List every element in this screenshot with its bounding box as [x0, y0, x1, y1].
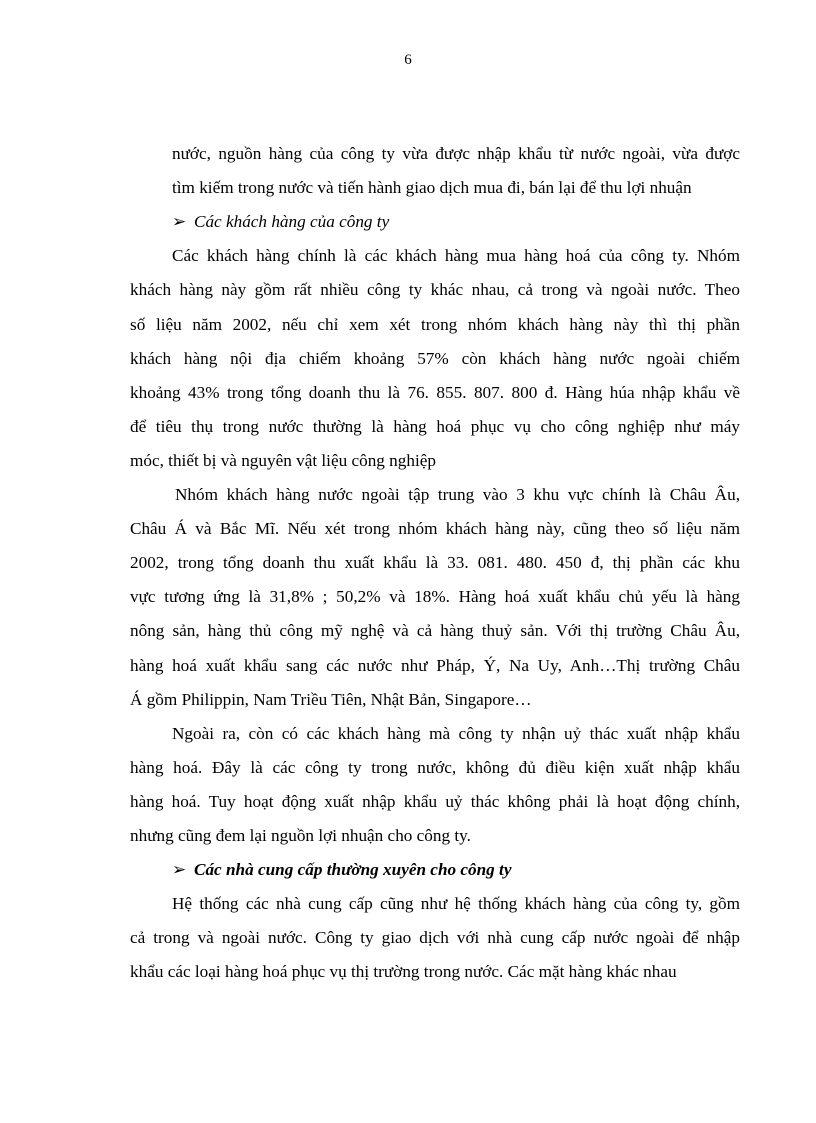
text-line: khách hàng nội địa chiếm khoảng 57% còn khách hàng nước ngoài chiếm: [130, 348, 740, 368]
text-line: vực tương ứng là 31,8% ; 50,2% và 18%. Hàng hoá xuất khẩu chủ yếu là hàng: [130, 587, 740, 607]
section-heading: [172, 205, 389, 239]
section-heading-text: Các nhà cung cấp thường xuyên cho công ty: [194, 860, 512, 880]
text-line: hàng hoá. Tuy hoạt động xuất nhập khẩu uỷ thác không phải là hoạt động chính,: [130, 791, 740, 811]
text-line: Ngoài ra, còn có các khách hàng mà công ty nhận uỷ thác xuất nhập khẩu: [172, 723, 740, 743]
text-line: tìm kiếm trong nước và tiến hành giao dịch mua đi, bán lại để thu lợi nhuận: [172, 178, 692, 198]
text-line: để tiêu thụ trong nước thường là hàng hoá phục vụ cho công nghiệp như máy: [130, 416, 740, 436]
page-number: 6: [404, 52, 412, 68]
text-line: nhưng cũng đem lại nguồn lợi nhuận cho công ty.: [130, 826, 471, 845]
text-line: khẩu các loại hàng hoá phục vụ thị trường trong nước. Các mặt hàng khác nhau: [130, 962, 677, 982]
text-line: Hệ thống các nhà cung cấp cũng như hệ thống khách hàng của công ty, gồm: [172, 894, 740, 914]
section-heading-text: Các khách hàng của công ty: [194, 212, 390, 232]
arrow-bullet-icon: ➢: [172, 212, 187, 232]
text-line: cả trong và ngoài nước. Công ty giao dịch với nhà cung cấp nước ngoài để nhập: [130, 928, 740, 948]
text-line: khách hàng này gồm rất nhiều công ty khác nhau, cả trong và ngoài nước. Theo: [130, 280, 740, 300]
text-line: Các khách hàng chính là các khách hàng mua hàng hoá của công ty. Nhóm: [172, 246, 740, 266]
text-line: móc, thiết bị và nguyên vật liệu công nghiệp: [130, 450, 436, 470]
text-line: Châu Á và Bắc Mĩ. Nếu xét trong nhóm khách hàng này, cũng theo số liệu năm: [130, 519, 740, 539]
text-line: 2002, trong tổng doanh thu xuất khẩu là 33. 081. 480. 450 đ, thị phần các khu: [130, 553, 740, 573]
arrow-bullet-icon: ➢: [172, 860, 187, 880]
text-line: nước, nguồn hàng của công ty vừa được nhập khẩu từ nước ngoài, vừa được: [172, 144, 740, 163]
section-heading: [172, 853, 511, 887]
text-line: Nhóm khách hàng nước ngoài tập trung vào 3 khu vực chính là Châu Âu,: [175, 485, 740, 504]
text-line: hàng hoá xuất khẩu sang các nước như Pháp, Ý, Na Uy, Anh…Thị trường Châu: [130, 655, 740, 675]
text-line: Á gồm Philippin, Nam Triều Tiên, Nhật Bản, Singapore…: [130, 689, 532, 709]
text-line: nông sản, hàng thủ công mỹ nghệ và cả hàng thuỷ sản. Với thị trường Châu Âu,: [130, 621, 740, 641]
text-line: khoảng 43% trong tổng doanh thu là 76. 855. 807. 800 đ. Hàng húa nhập khẩu về: [130, 382, 740, 402]
text-line: hàng hoá. Đây là các công ty trong nước, không đủ điều kiện xuất nhập khẩu: [130, 757, 740, 777]
text-line: số liệu năm 2002, nếu chỉ xem xét trong nhóm khách hàng này thì thị phần: [130, 314, 740, 334]
